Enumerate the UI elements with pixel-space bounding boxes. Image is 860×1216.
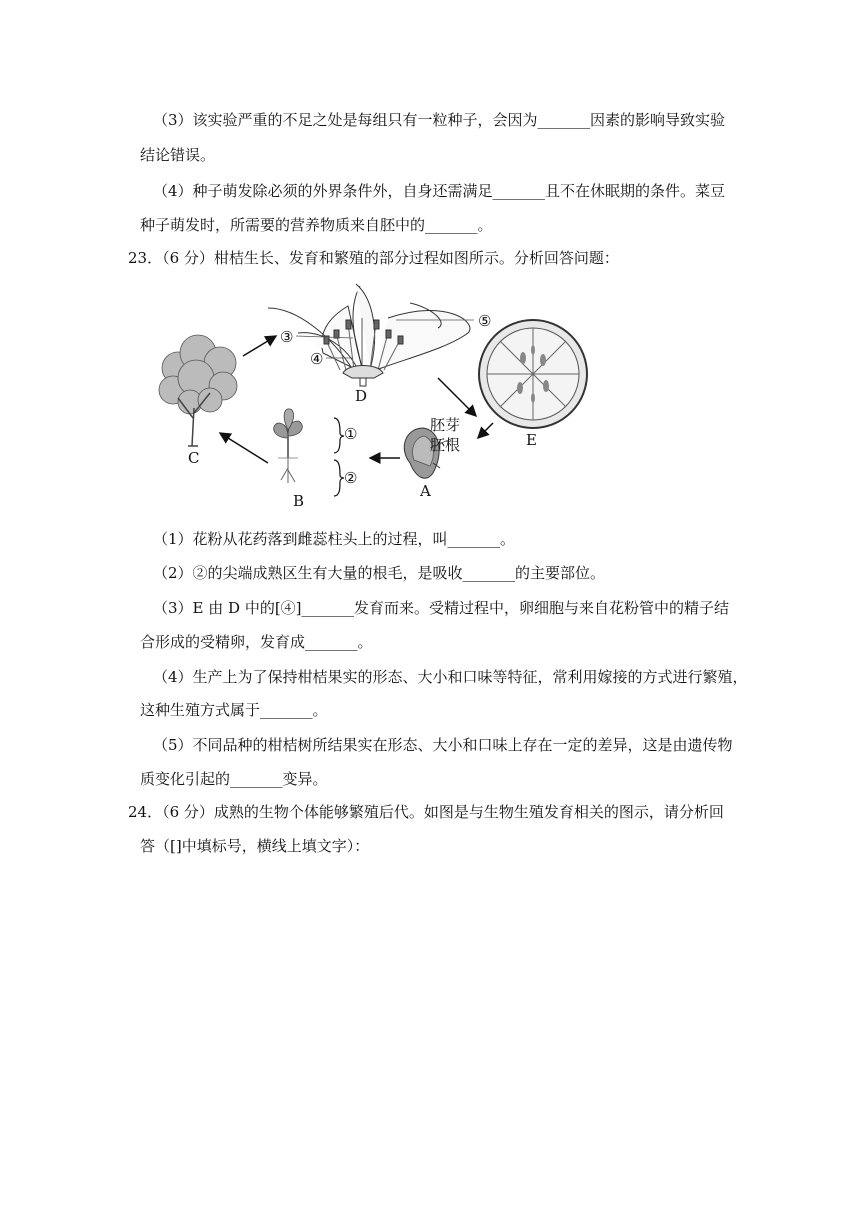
q23-part5-line1: （5）不同品种的柑桔树所结果实在形态、大小和口味上存在一定的差异，这是由遗传物 [153, 736, 733, 754]
label-circle-4: ④ [310, 350, 324, 368]
flower-drawing [268, 284, 470, 386]
citrus-life-cycle-figure [148, 278, 618, 510]
arrow-fruit-to-seed [478, 423, 493, 438]
arrow-flower-to-fruit [438, 378, 476, 416]
q22-part4-line1: （4）种子萌发除必须的外界条件外，自身还需满足_______且不在休眠期的条件。菜豆 [153, 182, 726, 200]
seedling-drawing [274, 409, 303, 483]
label-E: E [526, 431, 537, 449]
label-B: B [293, 492, 305, 510]
label-circle-5: ⑤ [478, 312, 492, 330]
q22-part3-line1: （3）该实验严重的不足之处是每组只有一粒种子，会因为_______因素的影响导致实验 [153, 111, 726, 129]
q23-part4-line2: 这种生殖方式属于_______。 [140, 701, 328, 719]
fruit-cross-section-drawing [479, 320, 587, 428]
q24-stem-line1: 24．（6 分）成熟的生物个体能够繁殖后代。如图是与生物生殖发育相关的图示，请分析回 [128, 803, 724, 821]
arrow-seedling-to-tree [220, 433, 268, 463]
label-circle-3: ③ [280, 328, 294, 346]
label-A: A [420, 482, 431, 500]
arrow-tree-to-flower [243, 336, 276, 356]
q23-part4-line1: （4）生产上为了保持柑桔果实的形态、大小和口味等特征，常利用嫁接的方式进行繁殖， [153, 668, 748, 686]
q22-part3-line2: 结论错误。 [140, 146, 216, 164]
tree-drawing [159, 335, 237, 446]
label-D: D [355, 387, 368, 405]
q23-part1: （1）花粉从花药落到雌蕊柱头上的过程，叫_______。 [153, 530, 516, 548]
label-embryo-root: 胚根 [430, 436, 461, 454]
q22-part4-line2: 种子萌发时，所需要的营养物质来自胚中的_______。 [140, 216, 493, 234]
q23-stem: 23．（6 分）柑桔生长、发育和繁殖的部分过程如图所示。分析回答问题： [128, 249, 619, 267]
q23-part3-line1: （3）E 由 D 中的[④]_______发育而来。受精过程中，卵细胞与来自花粉管中的精子结 [153, 599, 730, 617]
label-circle-2: ② [344, 469, 358, 487]
q24-stem-line2: 答（[]中填标号，横线上填文字）： [140, 837, 370, 855]
q23-part5-line2: 质变化引起的_______变异。 [140, 770, 328, 788]
q23-part2: （2）②的尖端成熟区生有大量的根毛，是吸收_______的主要部位。 [153, 564, 606, 582]
q23-part3-line2: 合形成的受精卵，发育成_______。 [140, 633, 373, 651]
label-circle-1: ① [344, 425, 358, 443]
label-embryo-bud: 胚芽 [430, 416, 461, 434]
label-C: C [188, 449, 200, 467]
